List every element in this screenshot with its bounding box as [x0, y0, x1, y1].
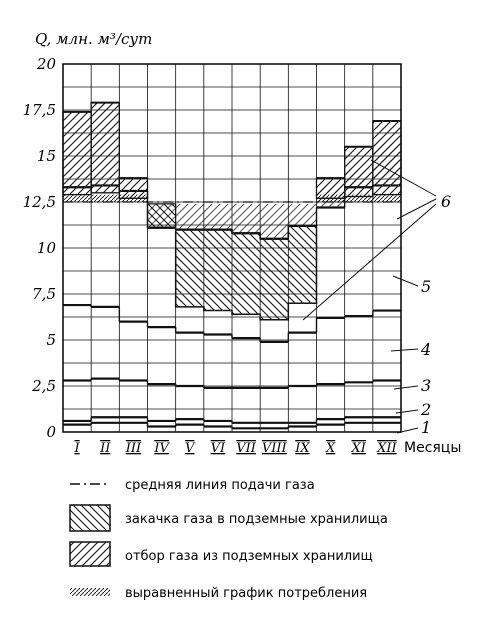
- legend-avg-label: средняя линия подачи газа: [125, 478, 315, 493]
- annotation-3: 3: [421, 376, 432, 395]
- y-tick-label: 0: [46, 423, 56, 441]
- annotation-1: 1: [421, 418, 432, 437]
- x-tick-label: I: [74, 441, 80, 456]
- annotation-leader: [396, 410, 418, 413]
- leveled-band: [204, 204, 232, 230]
- annotation-5: 5: [421, 277, 432, 296]
- y-tick-label: 7,5: [32, 285, 56, 303]
- x-tick-label: III: [125, 441, 142, 456]
- annotation-leader: [391, 349, 418, 351]
- legend: [70, 478, 388, 601]
- y-tick-label: 20: [36, 55, 56, 73]
- x-tick-label: V: [185, 441, 195, 456]
- x-tick-label: XII: [377, 441, 397, 456]
- leveled-band: [176, 204, 204, 230]
- leveled-strip: [373, 195, 401, 202]
- leveled-strip: [91, 195, 119, 202]
- annotation-leader: [397, 428, 418, 433]
- x-tick-label: VI: [210, 441, 226, 456]
- legend-lev-swatch: [70, 588, 110, 596]
- leveled-band: [232, 204, 260, 233]
- leveled-band: [260, 204, 288, 239]
- annotation-4: 4: [421, 340, 432, 359]
- withdrawal-bar: [63, 112, 91, 195]
- legend-lev-label: выравненный график потребления: [125, 586, 368, 601]
- annotation-leader: [394, 386, 418, 389]
- leveled-band: [288, 204, 316, 226]
- annotation-6: 6: [441, 192, 452, 211]
- leveled-strip: [345, 195, 373, 202]
- leveled-band: [373, 143, 401, 185]
- annotation-leader: [393, 276, 418, 286]
- x-tick-label: IV: [154, 441, 169, 456]
- leveled-strip: [317, 195, 345, 202]
- x-tick-label: II: [100, 441, 111, 456]
- y-tick-label: 15: [36, 147, 56, 165]
- legend-inj-swatch: [70, 505, 110, 531]
- y-tick-label: 17,5: [22, 101, 56, 119]
- x-tick-label: X: [325, 441, 336, 456]
- x-axis-title: Месяцы: [404, 440, 462, 456]
- withdrawal-bar: [91, 103, 119, 193]
- leveled-strip: [119, 195, 147, 202]
- x-tick-label: VIII: [261, 441, 287, 456]
- legend-inj-label: закачка газа в подземные хранилища: [125, 512, 388, 527]
- annotation-leader: [303, 204, 436, 320]
- y-tick-label: 12,5: [22, 193, 56, 211]
- x-tick-label: VII: [236, 441, 256, 456]
- y-axis-title: Q, млн. м³/сут: [35, 30, 153, 48]
- x-tick-label: IX: [295, 441, 310, 456]
- y-tick-labels: [23, 55, 57, 441]
- legend-wd-swatch: [70, 542, 110, 566]
- y-tick-label: 10: [36, 239, 56, 257]
- injection-bar: [148, 204, 176, 228]
- x-tick-labels: [74, 441, 398, 456]
- y-tick-label: 2,5: [32, 377, 56, 395]
- x-tick-label: XI: [351, 441, 366, 456]
- legend-wd-label: отбор газа из подземных хранилищ: [125, 549, 373, 564]
- injection-area: [176, 226, 317, 320]
- y-tick-label: 5: [46, 331, 56, 349]
- leveled-band: [345, 169, 373, 187]
- annotation-2: 2: [421, 400, 432, 419]
- leveled-strip: [63, 195, 91, 202]
